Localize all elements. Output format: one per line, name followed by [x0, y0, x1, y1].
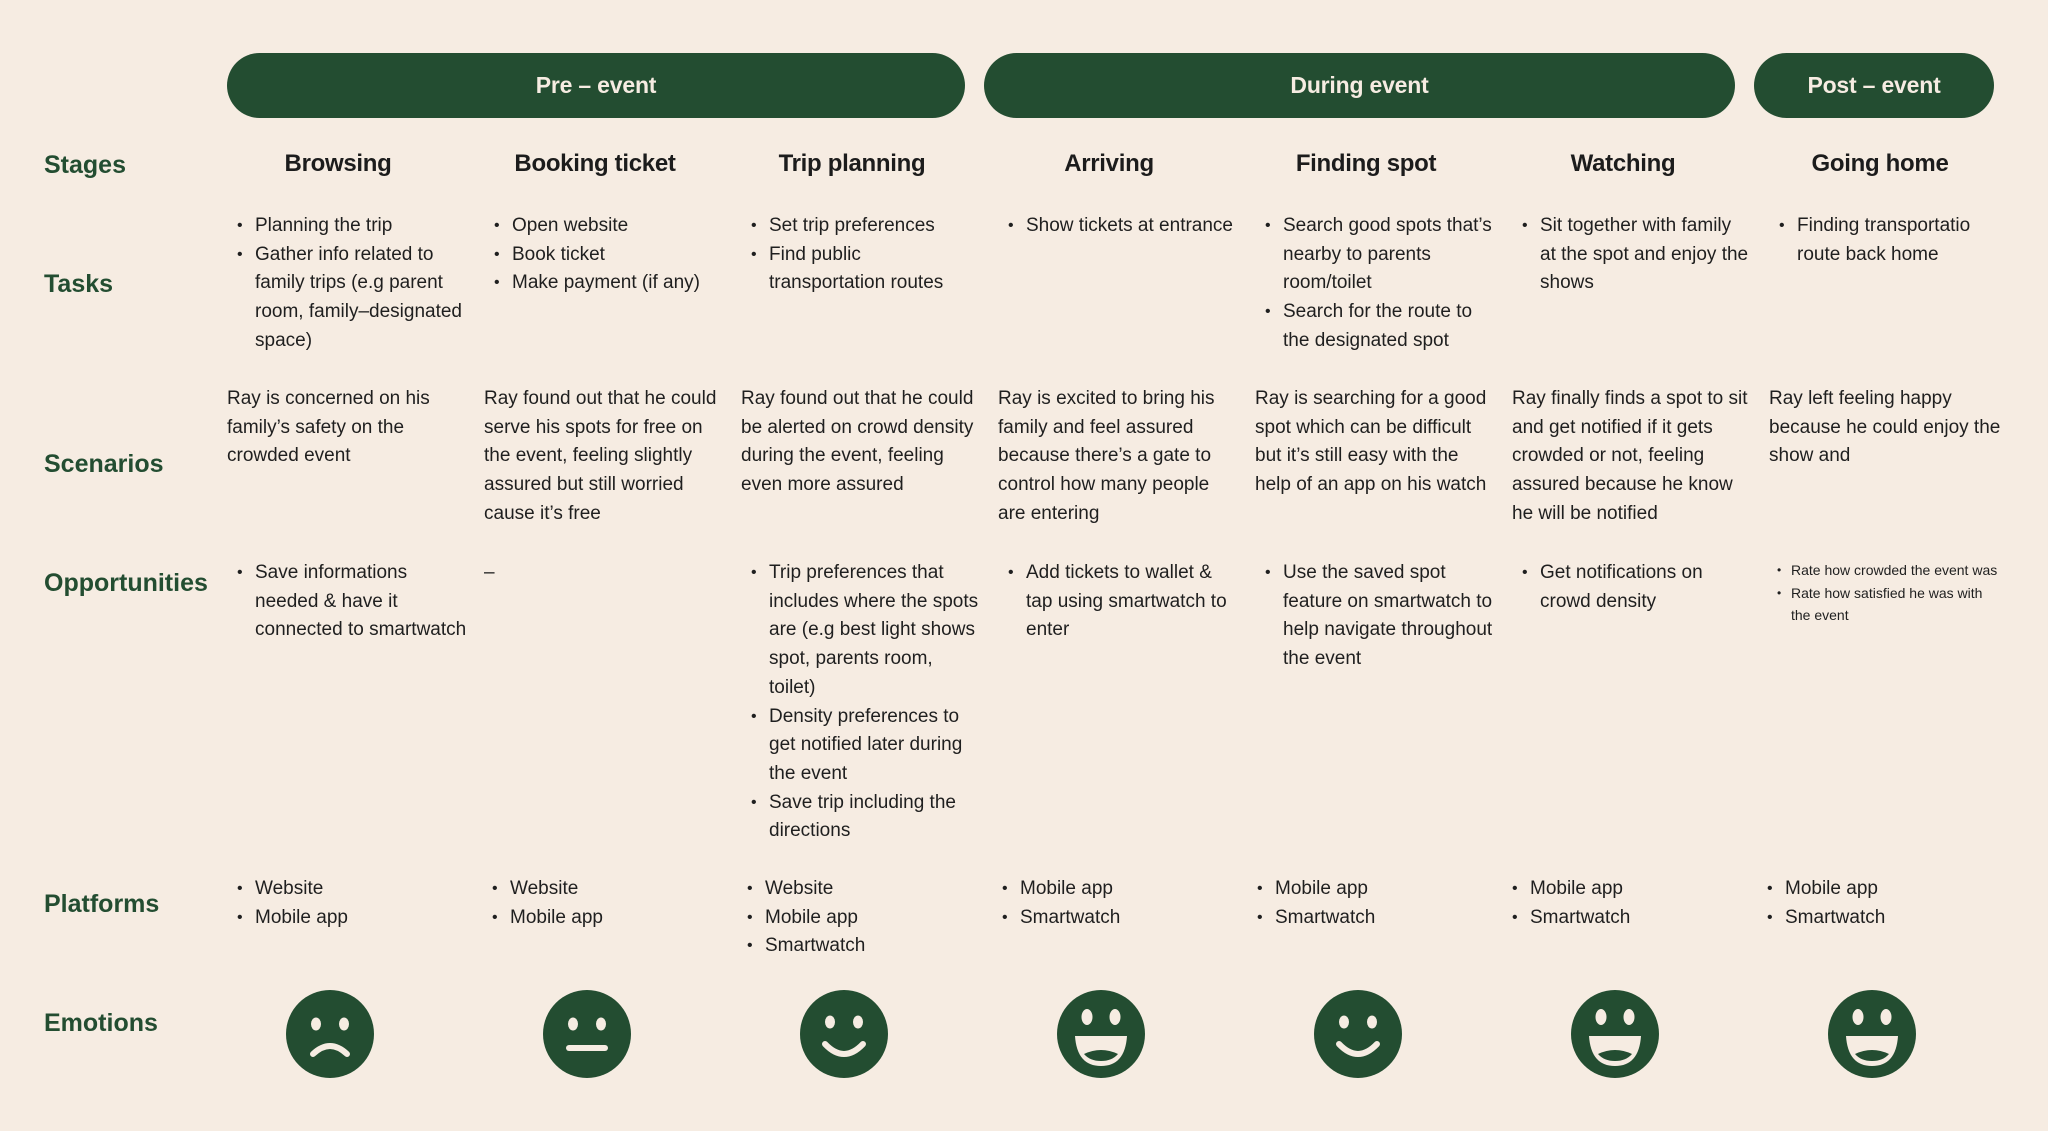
list-item: • Trip preferences that includes where the spots are (e.g best light shows spot, parents room, toilet) — [741, 559, 981, 703]
opportunities-finding-spot — [1255, 559, 1495, 674]
scenario-watching: Ray finally finds a spot to sit and get notified if it gets crowded or not, feeling assured because he know he will be notified — [1512, 388, 1748, 524]
tasks-going-home — [1769, 212, 2009, 269]
list-item: • Gather info related to family trips (e.g parent room, family–designated space) — [227, 241, 467, 356]
tasks-browsing — [227, 212, 467, 356]
list-item: • Smartwatch — [737, 932, 977, 961]
list-item: • Mobile app — [482, 904, 722, 933]
grin-face-icon — [1828, 990, 1916, 1078]
list-item: • Get notifications on crowd density — [1512, 559, 1752, 616]
platforms-arriving — [992, 875, 1232, 932]
phase-post-event: Post – event — [1754, 53, 1994, 118]
list-item: • Search for the route to the designated spot — [1255, 298, 1495, 355]
list-item: • Smartwatch — [1502, 904, 1742, 933]
list-item: • Book ticket — [484, 241, 724, 270]
list-item: • Search good spots that’s nearby to parents room/toilet — [1255, 212, 1495, 298]
list-item: • Rate how satisfied he was with the event — [1769, 582, 1999, 627]
row-label-tasks: Tasks — [44, 270, 114, 298]
stage-going-home: Going home — [1811, 150, 1949, 177]
platforms-finding-spot — [1247, 875, 1487, 932]
list-item: • Finding transportatio route back home — [1769, 212, 2009, 269]
platforms-going-home — [1757, 875, 1997, 932]
platforms-watching — [1502, 875, 1742, 932]
list-item: • Open website — [484, 212, 724, 241]
grin-face-icon — [1571, 990, 1659, 1078]
tasks-arriving — [998, 212, 1238, 241]
scenario-trip-planning: Ray found out that he could be alerted on crowd density during the event, feeling even more assured — [741, 388, 974, 496]
list-item: • Website — [737, 875, 977, 904]
list-item: • Smartwatch — [1247, 904, 1487, 933]
list-item: • Find public transportation routes — [741, 241, 981, 298]
list-item: • Website — [482, 875, 722, 904]
list-item: • Planning the trip — [227, 212, 467, 241]
list-item: • Website — [227, 875, 467, 904]
tasks-watching — [1512, 212, 1752, 298]
opportunities-browsing — [227, 559, 467, 645]
list-item: • Sit together with family at the spot and enjoy the shows — [1512, 212, 1752, 298]
stage-browsing: Browsing — [284, 150, 392, 177]
list-item: • Smartwatch — [1757, 904, 1997, 933]
scenario-booking-ticket: Ray found out that he could serve his spots for free on the event, feeling slightly assured but still worried cause it’s free — [484, 388, 717, 524]
list-item: • Mobile app — [1247, 875, 1487, 904]
list-item: • Smartwatch — [992, 904, 1232, 933]
stage-watching: Watching — [1570, 150, 1676, 177]
scenario-finding-spot: Ray is searching for a good spot which can be difficult but it’s still easy with the help of an app on his watch — [1255, 388, 1487, 496]
stage-finding-spot: Finding spot — [1295, 150, 1437, 177]
smile-face-icon — [1314, 990, 1402, 1078]
stage-trip-planning: Trip planning — [778, 150, 926, 177]
opportunities-watching — [1512, 559, 1752, 616]
tasks-booking-ticket — [484, 212, 724, 298]
stage-booking-ticket: Booking ticket — [514, 150, 676, 177]
scenario-arriving: Ray is excited to bring his family and feel assured because there’s a gate to control how many people are entering — [998, 388, 1215, 524]
stage-arriving: Arriving — [1064, 150, 1154, 177]
list-item: • Rate how crowded the event was — [1769, 559, 1999, 582]
list-item: • Set trip preferences — [741, 212, 981, 241]
scenario-going-home: Ray left feeling happy because he could enjoy the show and — [1769, 388, 2001, 467]
opportunities-arriving — [998, 559, 1238, 645]
phase-during-event: During event — [984, 53, 1735, 118]
list-item: • Use the saved spot feature on smartwatch to help navigate throughout the event — [1255, 559, 1495, 674]
row-label-opportunities: Opportunities — [44, 569, 208, 597]
list-item: • Mobile app — [1757, 875, 1997, 904]
list-item: • Add tickets to wallet & tap using smartwatch to enter — [998, 559, 1238, 645]
platforms-booking-ticket — [482, 875, 722, 932]
list-item: • Save informations needed & have it connected to smartwatch — [227, 559, 467, 645]
list-item: • Make payment (if any) — [484, 269, 724, 298]
smile-face-icon — [800, 990, 888, 1078]
tasks-finding-spot — [1255, 212, 1495, 356]
list-item: • Density preferences to get notified later during the event — [741, 703, 981, 789]
opportunities-trip-planning — [741, 559, 981, 846]
scenario-browsing: Ray is concerned on his family’s safety on the crowded event — [227, 388, 430, 467]
list-item: • Mobile app — [227, 904, 467, 933]
tasks-trip-planning — [741, 212, 981, 298]
row-label-platforms: Platforms — [44, 890, 160, 918]
row-label-stages: Stages — [44, 151, 126, 179]
opportunities-going-home — [1769, 559, 1999, 627]
platforms-browsing — [227, 875, 467, 932]
opportunities-booking-ticket: – — [484, 562, 495, 583]
list-item: • Save trip including the directions — [741, 789, 981, 846]
sad-face-icon — [286, 990, 374, 1078]
list-item: • Show tickets at entrance — [998, 212, 1238, 241]
phase-pre-event: Pre – event — [227, 53, 965, 118]
grin-face-icon — [1057, 990, 1145, 1078]
row-label-emotions: Emotions — [44, 1009, 158, 1037]
platforms-trip-planning — [737, 875, 977, 961]
list-item: • Mobile app — [1502, 875, 1742, 904]
row-label-scenarios: Scenarios — [44, 450, 164, 478]
neutral-face-icon — [543, 990, 631, 1078]
list-item: • Mobile app — [992, 875, 1232, 904]
list-item: • Mobile app — [737, 904, 977, 933]
